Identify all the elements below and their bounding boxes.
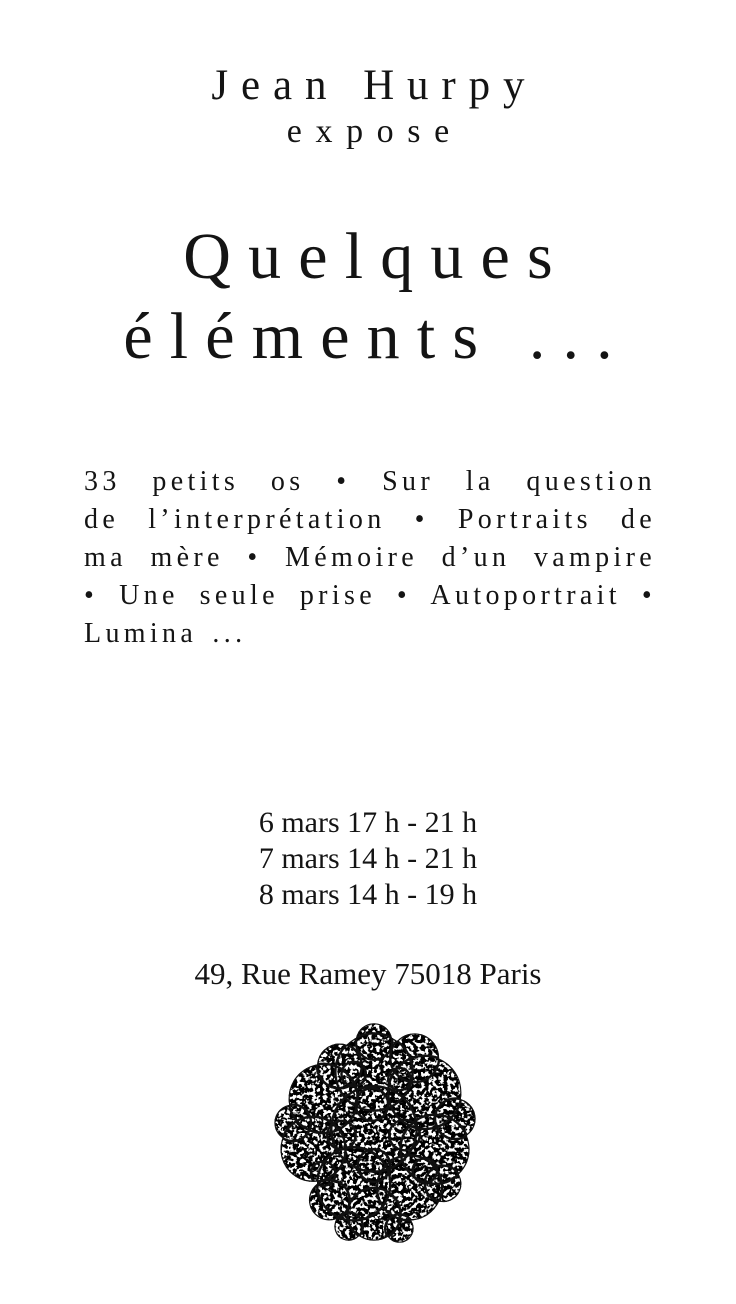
ink-drawing-figure — [0, 1013, 736, 1258]
works-line: ma mère • Mémoire d’un vampire — [84, 541, 656, 573]
works-line: • Une seule prise • Autoportrait • — [84, 579, 656, 611]
schedule-line: 6 mars 17 h - 21 h — [258, 805, 478, 839]
ink-scribble-ball-icon — [252, 1013, 496, 1253]
works-line: Lumina ... — [84, 617, 247, 649]
works-list — [84, 463, 656, 653]
exhibition-title — [0, 217, 736, 377]
address-line: 49, Rue Ramey 75018 Paris — [194, 955, 542, 991]
schedule-line: 8 mars 14 h - 19 h — [258, 877, 478, 911]
works-line: 33 petits os • Sur la question — [84, 465, 656, 497]
title-line-2: éléments ... — [123, 299, 630, 373]
expose-label: expose — [286, 113, 463, 151]
schedule-line: 7 mars 14 h - 21 h — [258, 841, 478, 875]
works-line: de l’interprétation • Portraits de — [84, 503, 656, 535]
artist-name: Jean Hurpy — [211, 62, 538, 109]
title-line-1: Quelques — [183, 219, 570, 293]
schedule — [0, 805, 736, 913]
